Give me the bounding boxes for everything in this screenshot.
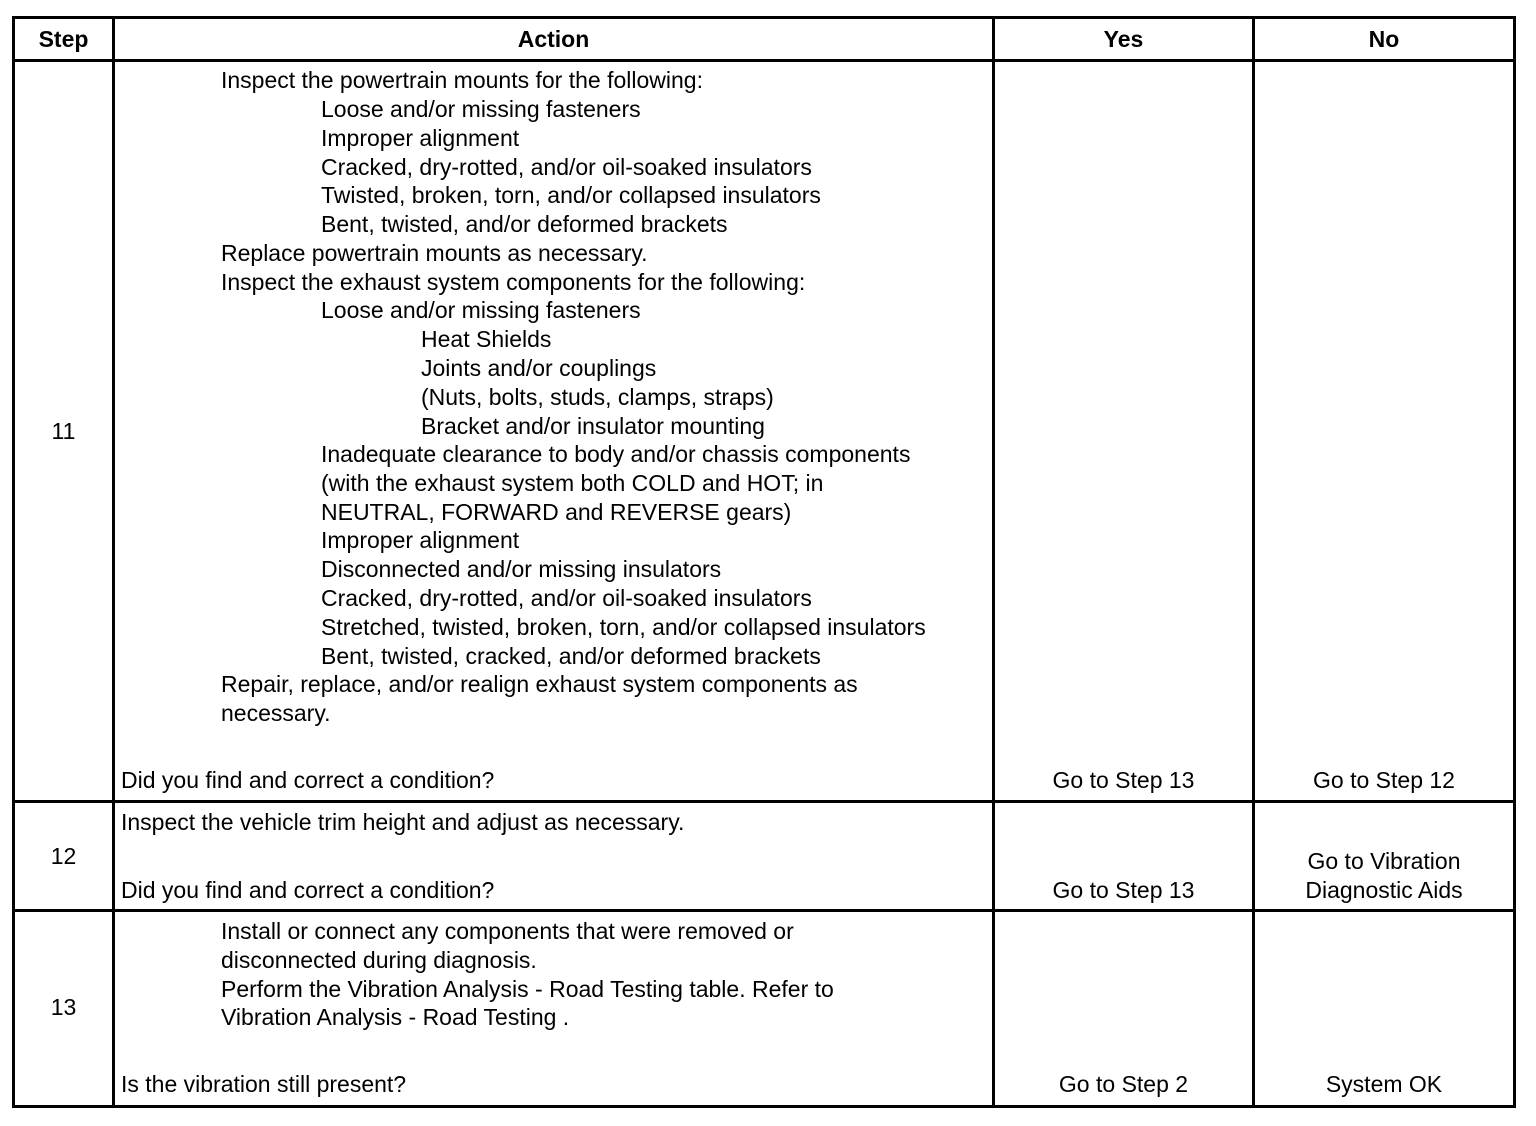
action-line: Vibration Analysis - Road Testing . [221,1004,570,1030]
header-step-label: Step [38,25,89,52]
yes-result: Go to Step 13 [1052,767,1195,793]
action-line: Bracket and/or insulator mounting [421,413,765,439]
question-text: Did you find and correct a condition? [121,877,495,903]
action-line: Inspect the vehicle trim height and adjust as necessary. [121,809,685,835]
step-number: 11 [51,418,76,444]
action-line: Heat Shields [421,326,552,352]
action-line: Bent, twisted, cracked, and/or deformed brackets [321,643,821,669]
step-number: 13 [50,994,77,1020]
action-line: Loose and/or missing fasteners [321,297,641,323]
no-result: Diagnostic Aids [1305,877,1463,903]
no-result: Go to Vibration [1307,848,1461,874]
action-line: Improper alignment [321,125,520,151]
action-line: Bent, twisted, and/or deformed brackets [321,211,728,237]
action-line: Loose and/or missing fasteners [321,96,641,122]
action-line: (with the exhaust system both COLD and HOT; in [321,470,824,496]
action-line: Disconnected and/or missing insulators [321,556,722,582]
action-line: Cracked, dry-rotted, and/or oil-soaked insulators [321,154,812,180]
action-line: (Nuts, bolts, studs, clamps, straps) [421,384,774,410]
action-line: Stretched, twisted, broken, torn, and/or collapsed insulators [321,614,926,640]
row-11-yes-cell [992,59,1255,803]
action-line: Inadequate clearance to body and/or chassis components [321,441,911,467]
action-line: Joints and/or couplings [421,355,657,381]
step-number: 12 [50,843,77,869]
action-line: NEUTRAL, FORWARD and REVERSE gears) [321,499,792,525]
action-line: Twisted, broken, torn, and/or collapsed insulators [321,182,821,208]
no-result: System OK [1325,1071,1443,1097]
header-no-label: No [1368,25,1400,52]
no-result: Go to Step 12 [1313,767,1455,793]
action-line: Install or connect any components that were removed or [221,918,794,944]
action-line: Inspect the powertrain mounts for the following: [221,67,703,93]
action-line: Repair, replace, and/or realign exhaust system components as [221,671,858,697]
action-line: Improper alignment [321,527,520,553]
action-line: Perform the Vibration Analysis - Road Testing table. Refer to [221,976,834,1002]
header-no [1252,16,1516,62]
action-line: necessary. [221,700,331,726]
action-line: disconnected during diagnosis. [221,947,537,973]
action-line: Inspect the exhaust system components for the following: [221,269,806,295]
row-11-no-cell [1252,59,1516,803]
header-yes [992,16,1255,62]
yes-result: Go to Step 2 [1058,1071,1189,1097]
action-line: Replace powertrain mounts as necessary. [221,240,648,266]
question-text: Did you find and correct a condition? [121,767,495,793]
header-action [112,16,995,62]
question-text: Is the vibration still present? [121,1071,407,1097]
header-step [12,16,115,62]
header-action-label: Action [517,25,590,52]
action-line: Cracked, dry-rotted, and/or oil-soaked insulators [321,585,812,611]
header-yes-label: Yes [1103,25,1144,52]
yes-result: Go to Step 13 [1052,877,1195,903]
